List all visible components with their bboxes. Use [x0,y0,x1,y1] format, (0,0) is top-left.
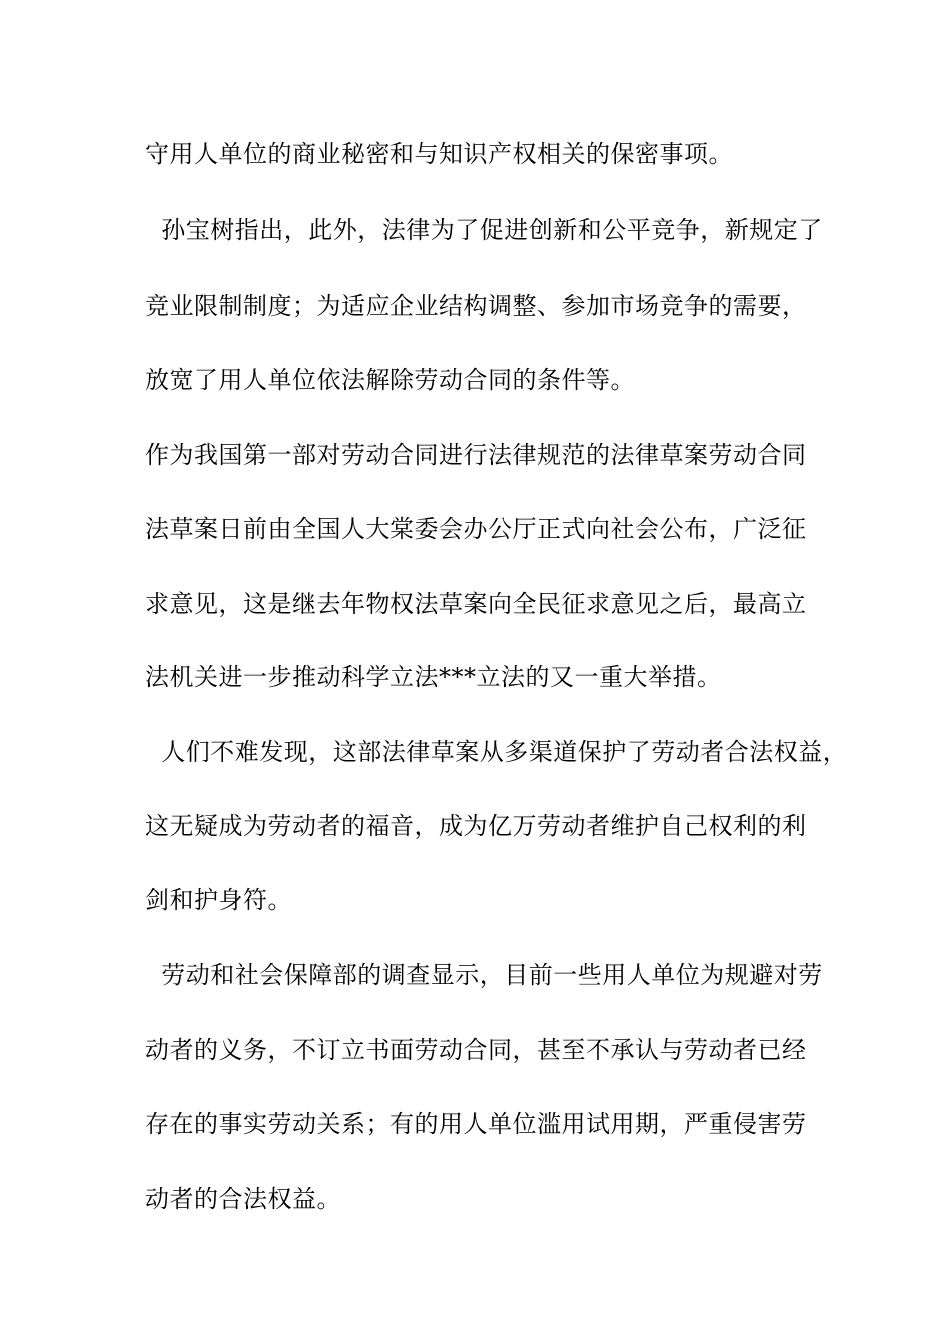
text-line: 法草案日前由全国人大棠委会办公厅正式向社会公布，广泛征 [145,515,807,543]
text-line: 这无疑成为劳动者的福音，成为亿万劳动者维护自己权利的利 [145,812,807,840]
text-line: 劳动和社会保障部的调查显示，目前一些用人单位为规避对劳 [145,961,823,989]
text-line: 守用人单位的商业秘密和与知识产权相关的保密事项。 [145,140,733,168]
text-line: 动者的合法权益。 [145,1185,341,1213]
text-line: 孙宝树指出，此外，法律为了促进创新和公平竞争，新规定了 [145,216,823,244]
text-line: 法机关进一步推动科学立法***立法的又一重大举措。 [145,663,722,691]
text-line: 动者的义务，不订立书面劳动合同，甚至不承认与劳动者已经 [145,1036,807,1064]
text-line: 作为我国第一部对劳动合同进行法律规范的法律草案劳动合同 [145,441,807,469]
text-line: 存在的事实劳动关系；有的用人单位滥用试用期，严重侵害劳 [145,1110,807,1138]
text-line: 放宽了用人单位依法解除劳动合同的条件等。 [145,366,635,394]
text-line: 人们不难发现，这部法律草案从多渠道保护了劳动者合法权益， [145,738,848,766]
text-line: 剑和护身符。 [145,886,292,914]
text-line: 竞业限制制度；为适应企业结构调整、参加市场竞争的需要， [145,292,807,320]
text-line: 求意见，这是继去年物权法草案向全民征求意见之后，最高立 [145,590,807,618]
